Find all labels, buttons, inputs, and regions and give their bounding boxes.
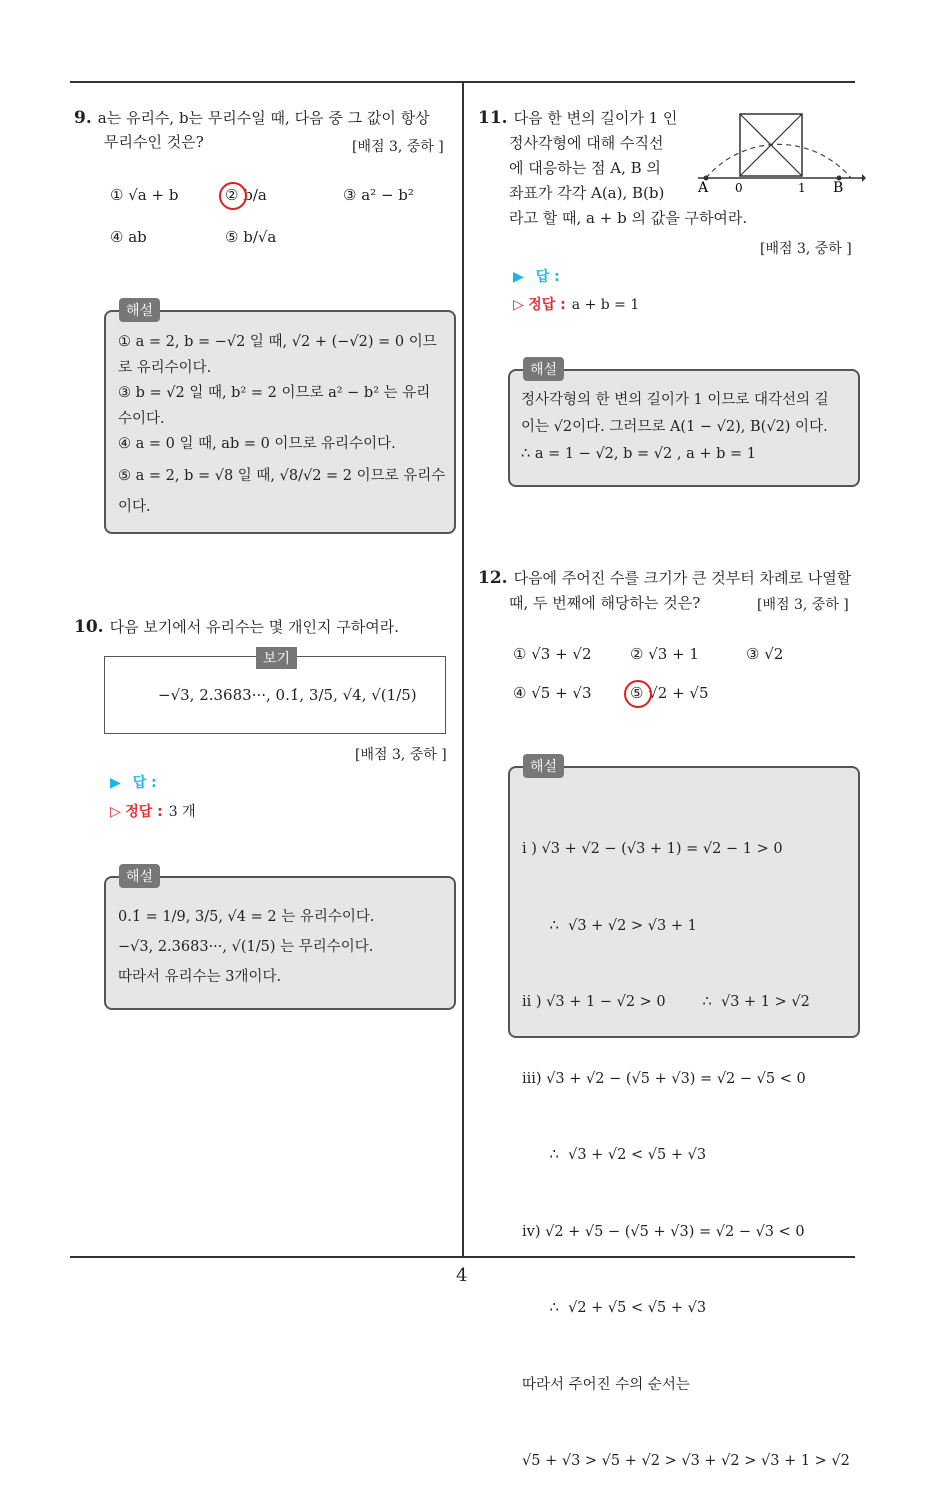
question-text-line2: 때, 두 번째에 해당하는 것은? [509, 594, 701, 612]
choice-5[interactable]: ⑤ √2 + √5 [630, 684, 709, 702]
solution-line: ⑤ a = 2, b = √8 일 때, √8/√2 = 2 이므로 유리수 [118, 467, 446, 484]
choice-4[interactable]: ④ ab [110, 228, 147, 246]
solution-line: 수이다. [118, 410, 165, 427]
question-text-line: 정사각형에 대해 수직선 [509, 134, 664, 152]
solution-line: ∴ √2 + √5 < √5 + √3 [522, 1300, 707, 1316]
question-text-line1: 다음에 주어진 수를 크기가 큰 것부터 차례로 나열할 [513, 569, 852, 587]
correct-marker-icon: ▷ [110, 804, 121, 820]
choice-2[interactable]: ② √3 + 1 [630, 645, 699, 663]
solution-line: ∴ a = 1 − √2, b = √2 , a + b = 1 [521, 446, 756, 462]
answer-label: 답 : [132, 775, 157, 791]
answer-row [513, 266, 560, 286]
correct-answer-row [513, 294, 639, 314]
score-label: [배점 3, 중하 ] [760, 241, 852, 257]
choice-5[interactable]: ⑤ b/√a [225, 228, 277, 246]
bogi-label: 보기 [256, 647, 297, 669]
answer-row [110, 772, 157, 792]
figure-label: 1 [798, 181, 806, 195]
solution-label: 해설 [523, 357, 564, 381]
solution-label: 해설 [119, 864, 160, 888]
solution-line: ii ) √3 + 1 − √2 > 0 ∴ √3 + 1 > √2 [522, 994, 810, 1010]
question-number: 10. [74, 617, 104, 637]
score-label: [배점 3, 중하 ] [757, 597, 849, 613]
question-text-line: 다음 한 변의 길이가 1 인 [513, 109, 678, 127]
question-number: 9. [74, 108, 92, 128]
solution-line: ∴ √3 + √2 > √3 + 1 [522, 917, 697, 934]
choice-3[interactable]: ③ a² − b² [343, 186, 414, 204]
solution-line: iii) √3 + √2 − (√5 + √3) = √2 − √5 < 0 [522, 1070, 806, 1087]
page-number: 4 [456, 1265, 468, 1286]
question-text-line1: a는 유리수, b는 무리수일 때, 다음 중 그 값이 항상 [97, 109, 430, 127]
figure-label: A [698, 180, 709, 196]
solution-line: √5 + √3 > √5 + √2 > √3 + √2 > √3 + 1 > √2 [522, 1453, 850, 1469]
solution-line: −√3, 2.3683···, √(1/5) 는 무리수이다. [118, 939, 374, 955]
solution-line: 따라서 주어진 수의 순서는 [522, 1376, 690, 1393]
selected-mark-circle [219, 182, 247, 210]
question-text-line: 에 대응하는 점 A, B 의 [509, 159, 661, 177]
question-text: 다음 보기에서 유리수는 몇 개인지 구하여라. [109, 618, 400, 636]
question-number: 11. [478, 108, 508, 128]
solution-label: 해설 [523, 754, 564, 778]
solution-line: 정사각형의 한 변의 길이가 1 이므로 대각선의 길 [521, 392, 829, 408]
correct-value: 3 개 [168, 804, 196, 820]
figure-label: B [833, 180, 844, 196]
solution-line: 로 유리수이다. [118, 359, 212, 376]
answer-marker-icon: ▶ [513, 269, 524, 285]
answer-label: 답 : [535, 269, 560, 285]
solution-text [118, 330, 448, 521]
correct-marker-icon: ▷ [513, 297, 524, 313]
solution-text [521, 387, 853, 468]
solution-line: 이는 √2이다. 그러므로 A(1 − √2), B(√2) 이다. [521, 419, 828, 435]
correct-value: a + b = 1 [571, 297, 640, 313]
figure-label: 0 [735, 181, 743, 195]
solution-line: 따라서 유리수는 3개이다. [118, 969, 282, 985]
solution-text [118, 902, 448, 992]
score-label: [배점 3, 중하 ] [352, 139, 444, 155]
solution-line: 0.1̇ = 1/9, 3/5, √4 = 2 는 유리수이다. [118, 909, 375, 925]
question-text-line: 좌표가 각각 A(a), B(b) [509, 184, 665, 202]
solution-text [522, 786, 854, 1500]
answer-marker-icon: ▶ [110, 775, 121, 791]
choice-1[interactable]: ① √3 + √2 [513, 645, 592, 663]
choice-4[interactable]: ④ √5 + √3 [513, 684, 592, 702]
solution-line: ① a = 2, b = −√2 일 때, √2 + (−√2) = 0 이므 [118, 334, 437, 350]
correct-answer-row [110, 801, 196, 821]
question-text-line2: 무리수인 것은? [104, 133, 204, 151]
column-divider [462, 83, 464, 1258]
solution-line: iv) √2 + √5 − (√5 + √3) = √2 − √3 < 0 [522, 1223, 805, 1240]
question-10 [74, 615, 456, 639]
correct-label: 정답 : [528, 297, 566, 313]
selected-mark-circle [624, 680, 652, 708]
number-line-square-figure [690, 108, 866, 196]
choice-1[interactable]: ① √a + b [110, 186, 179, 204]
score-label: [배점 3, 중하 ] [355, 747, 447, 763]
solution-label: 해설 [119, 298, 160, 322]
correct-label: 정답 : [125, 804, 163, 820]
solution-line: 이다. [118, 499, 151, 515]
choice-2[interactable]: ② b/a [225, 186, 267, 204]
solution-line: ③ b = √2 일 때, b² = 2 이므로 a² − b² 는 유리 [118, 385, 431, 401]
solution-line: i ) √3 + √2 − (√3 + 1) = √2 − 1 > 0 [522, 841, 783, 857]
solution-line: ∴ √3 + √2 < √5 + √3 [522, 1147, 707, 1163]
question-text-line: 라고 할 때, a + b 의 값을 구하여라. [509, 209, 748, 227]
solution-line: ④ a = 0 일 때, ab = 0 이므로 유리수이다. [118, 436, 396, 452]
choice-3[interactable]: ③ √2 [746, 645, 784, 663]
question-number: 12. [478, 568, 508, 588]
bogi-content: −√3, 2.3683···, 0.1̇, 3/5, √4, √(1/5) [158, 686, 417, 704]
